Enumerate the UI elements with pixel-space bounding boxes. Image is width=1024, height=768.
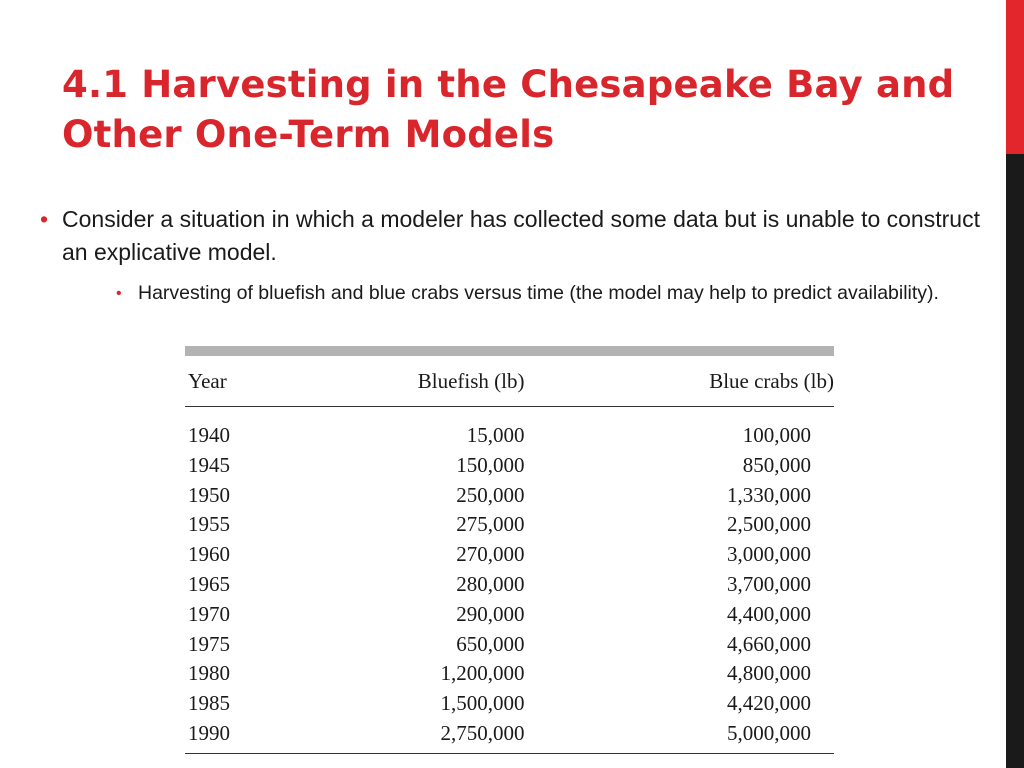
table-row — [185, 570, 834, 600]
cell-year: 1990 — [188, 720, 230, 745]
table-row — [185, 659, 834, 689]
cell-year: 1975 — [188, 631, 230, 656]
data-table — [185, 356, 834, 749]
cell-bluefish: 290,000 — [456, 601, 525, 626]
harvest-table — [185, 346, 834, 754]
table-top-rule — [185, 346, 834, 356]
cell-bluefish: 2,750,000 — [440, 720, 525, 745]
table-row — [185, 630, 834, 660]
bullet-dot-icon: • — [40, 206, 49, 232]
cell-year: 1960 — [188, 542, 230, 567]
table-row — [185, 719, 834, 749]
cell-bluefish: 280,000 — [456, 571, 525, 596]
bullet-text: Consider a situation in which a modeler has collected some data but is unable to construct an explicative model. — [62, 206, 980, 265]
cell-bluefish: 1,200,000 — [440, 661, 525, 686]
cell-bluefish: 650,000 — [456, 631, 525, 656]
cell-blue-crabs: 1,330,000 — [727, 482, 811, 507]
accent-bar-dark — [1006, 154, 1024, 768]
cell-blue-crabs: 2,500,000 — [727, 512, 811, 537]
cell-blue-crabs: 5,000,000 — [727, 720, 811, 745]
cell-year: 1970 — [188, 601, 230, 626]
cell-bluefish: 15,000 — [466, 423, 525, 447]
cell-year: 1965 — [188, 571, 230, 596]
cell-bluefish: 270,000 — [456, 542, 525, 567]
cell-blue-crabs: 4,400,000 — [727, 601, 811, 626]
accent-bar-red — [1006, 0, 1024, 154]
table-row — [185, 451, 834, 481]
table-row — [185, 481, 834, 511]
table-row — [185, 510, 834, 540]
header-blue-crabs: Blue crabs (lb) — [524, 356, 834, 407]
table-header-row — [185, 356, 834, 407]
bullet-level-1 — [40, 203, 992, 269]
bullet-level-2 — [116, 279, 968, 308]
slide-title: 4.1 Harvesting in the Chesapeake Bay and Other One-Term Models — [62, 63, 955, 156]
cell-year: 1950 — [188, 482, 230, 507]
table-row — [185, 407, 834, 451]
cell-year: 1955 — [188, 512, 230, 537]
cell-blue-crabs: 4,660,000 — [727, 631, 811, 656]
table-row — [185, 600, 834, 630]
cell-blue-crabs: 4,800,000 — [727, 661, 811, 686]
cell-blue-crabs: 3,000,000 — [727, 542, 811, 567]
cell-bluefish: 1,500,000 — [440, 691, 525, 716]
bullet-dot-icon: • — [116, 285, 122, 302]
header-bluefish: Bluefish (lb) — [307, 356, 524, 407]
table-row — [185, 689, 834, 719]
header-year: Year — [185, 356, 307, 407]
cell-bluefish: 150,000 — [456, 452, 525, 477]
cell-blue-crabs: 100,000 — [742, 423, 811, 447]
cell-blue-crabs: 4,420,000 — [727, 691, 811, 716]
cell-year: 1940 — [188, 423, 230, 447]
bullet-text: Harvesting of bluefish and blue crabs versus time (the model may help to predict availability). — [138, 282, 939, 304]
cell-bluefish: 250,000 — [456, 482, 525, 507]
cell-blue-crabs: 3,700,000 — [727, 571, 811, 596]
cell-year: 1980 — [188, 661, 230, 686]
cell-bluefish: 275,000 — [456, 512, 525, 537]
cell-blue-crabs: 850,000 — [742, 452, 811, 477]
cell-year: 1985 — [188, 691, 230, 716]
cell-year: 1945 — [188, 452, 230, 477]
table-bottom-rule — [185, 753, 834, 754]
table-row — [185, 540, 834, 570]
